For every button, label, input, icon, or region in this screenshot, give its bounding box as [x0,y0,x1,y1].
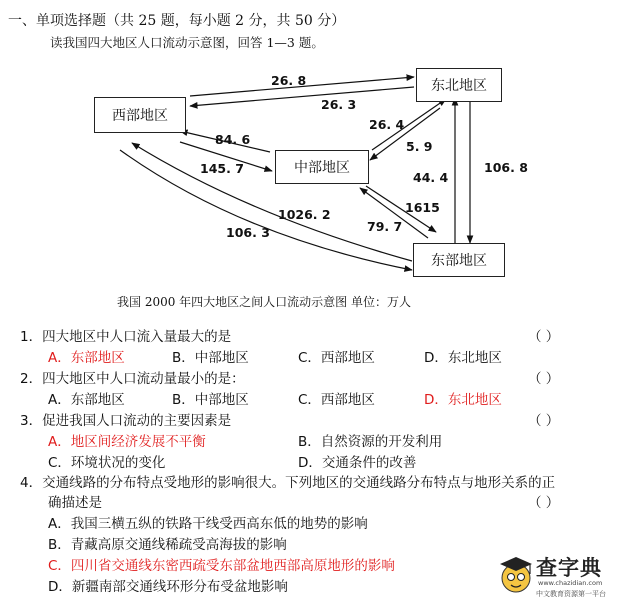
question-1-option-d: D．东北地区 [424,350,502,366]
chazidian-watermark [496,552,618,600]
region-west-label: 西部地区 [112,108,168,124]
question-1-text: 1．四大地区中人口流入量最大的是 [20,329,232,345]
question-4-text-line2: 确描述是 [48,495,102,511]
graduate-mascot-icon [496,554,536,598]
arrow-ne-to-west [190,87,414,106]
question-2-option-d: D．东北地区 [424,392,502,408]
diagram-caption: 我国 2000 年四大地区之间人口流动示意图 单位：万人 [117,295,411,309]
region-west-box [94,97,186,133]
question-2-text: 2．四大地区中人口流动量最小的是： [20,371,245,387]
flow-ne-to-central: 5. 9 [406,139,433,154]
question-4-option-d: D．新疆南部交通线环形分布受盆地影响 [48,579,288,595]
question-3-option-d: D．交通条件的改善 [298,455,417,471]
question-2-option-b: B．中部地区 [172,392,249,408]
question-3-answer-blank: （ ） [528,413,560,429]
arrow-east-to-west [132,143,412,261]
question-2-option-a: A．东部地区 [48,392,125,408]
question-3-option-a: A．地区间经济发展不平衡 [48,434,206,450]
flow-east-to-central-2: 79. 7 [367,219,403,234]
question-4-text-line1: 4．交通线路的分布特点受地形的影响很大。下列地区的交通线路分布特点与地形关系的正 [20,475,556,491]
question-3-option-b: B．自然资源的开发利用 [298,434,443,450]
flow-ne-east: 106. 8 [484,160,528,175]
intro-text: 读我国四大地区人口流动示意图，回答 1—3 题。 [50,35,324,50]
region-east-box [413,243,505,277]
question-3-option-c: C．环境状况的变化 [48,455,166,471]
flow-west-to-central: 145. 7 [200,161,244,176]
question-4-option-b: B．青藏高原交通线稀疏受高海拔的影响 [48,537,287,553]
watermark-slogan: 中文教育资源第一平台 [536,590,606,598]
question-2-option-c: C．西部地区 [298,392,375,408]
flow-west-to-ne: 26. 8 [271,73,307,88]
watermark-site: www.chazidian.com [538,579,603,587]
question-1-option-a: A．东部地区 [48,350,125,366]
question-4-option-c: C．四川省交通线东密西疏受东部盆地西部高原地形的影响 [48,558,395,574]
question-1-option-b: B．中部地区 [172,350,249,366]
region-central-label: 中部地区 [294,160,350,176]
region-east-label: 东部地区 [431,253,487,269]
flow-west-to-east: 106. 3 [226,225,270,240]
flow-ne-to-west: 26. 3 [321,97,357,112]
watermark-brand: 查字典 [536,556,602,580]
flow-central-to-ne: 26. 4 [369,117,405,132]
region-northeast-box [416,68,502,102]
section-title: 一、单项选择题（共 25 题，每小题 2 分，共 50 分） [8,13,346,29]
question-2-answer-blank: （ ） [528,371,560,387]
flow-central-to-east: 1615 [405,200,440,215]
question-3-text: 3．促进我国人口流动的主要因素是 [20,413,232,429]
question-1-answer-blank: （ ） [528,329,560,345]
flow-east-to-west: 1026. 2 [278,207,331,222]
question-4-answer-blank: （ ） [528,495,560,511]
region-central-box [275,150,369,184]
question-1-option-c: C．西部地区 [298,350,375,366]
question-4-option-a: A．我国三横五纵的铁路干线受西高东低的地势的影响 [48,516,368,532]
region-northeast-label: 东北地区 [431,78,487,94]
flow-central-to-west: 84. 6 [215,132,251,147]
flow-east-to-central: 44. 4 [413,170,449,185]
